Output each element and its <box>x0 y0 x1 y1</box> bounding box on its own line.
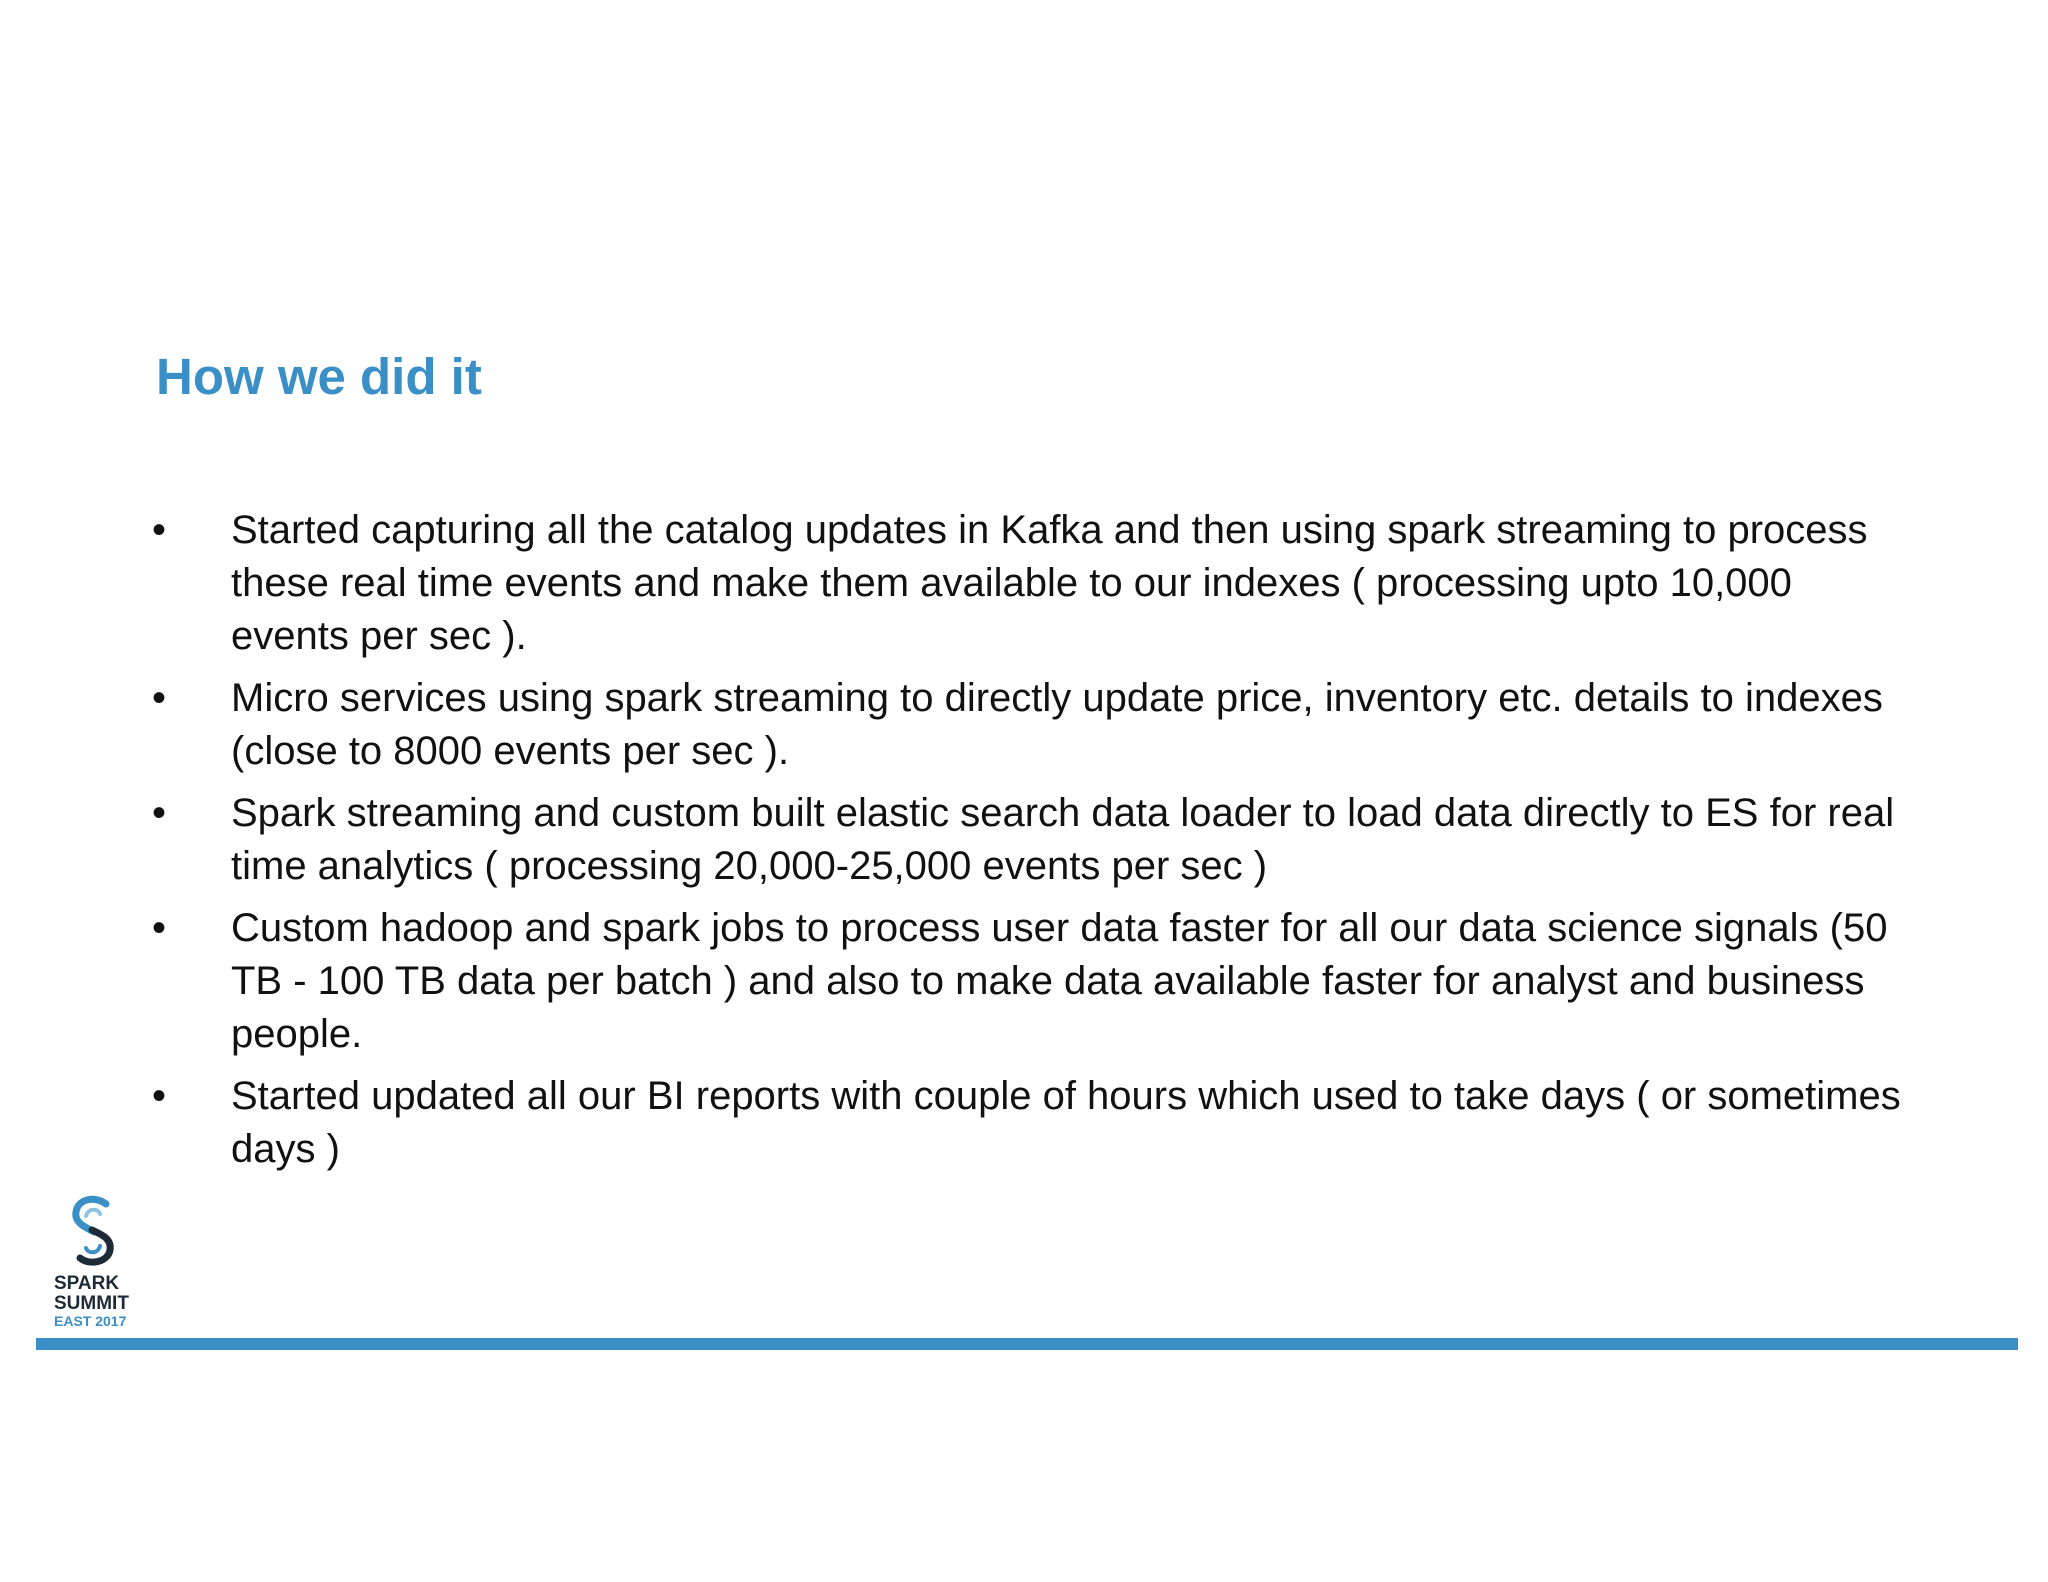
bullet-text: Spark streaming and custom built elastic search data loader to load data directly to ES for real time analytics ( processing 20,000-25,000 events per sec ) <box>231 791 1895 888</box>
logo-text-summit: SUMMIT <box>54 1293 129 1314</box>
bullet-text: Started updated all our BI reports with couple of hours which used to take days ( or sometimes days ) <box>231 1074 1901 1171</box>
bullet-marker: • <box>152 1074 167 1118</box>
bullet-item <box>152 672 1912 778</box>
bullet-marker: • <box>152 676 167 720</box>
logo-text-east-2017: EAST 2017 <box>54 1313 127 1329</box>
bullet-text: Started capturing all the catalog updates in Kafka and then using spark streaming to process these real time events and make them available to our indexes ( processing upto 10,000 events per sec ). <box>231 508 1868 658</box>
logo-text-spark: SPARK <box>54 1273 120 1294</box>
spark-logo-icon <box>66 1194 120 1268</box>
footer-accent-bar <box>36 1338 2018 1350</box>
bullet-item <box>152 787 1912 893</box>
bullet-item <box>152 902 1912 1061</box>
bullet-marker: • <box>152 791 167 835</box>
bullet-list <box>152 504 1912 1185</box>
bullet-marker: • <box>152 508 167 552</box>
bullet-text: Custom hadoop and spark jobs to process user data faster for all our data science signals (50 TB - 100 TB data per batch ) and also to make data available faster for analyst and business people. <box>231 906 1888 1056</box>
bullet-marker: • <box>152 906 167 950</box>
bullet-text: Micro services using spark streaming to directly update price, inventory etc. details to indexes (close to 8000 events per sec ). <box>231 676 1883 773</box>
slide-title: How we did it <box>156 348 482 405</box>
bullet-item <box>152 1070 1912 1176</box>
spark-summit-logo <box>52 1194 142 1329</box>
bullet-item <box>152 504 1912 663</box>
